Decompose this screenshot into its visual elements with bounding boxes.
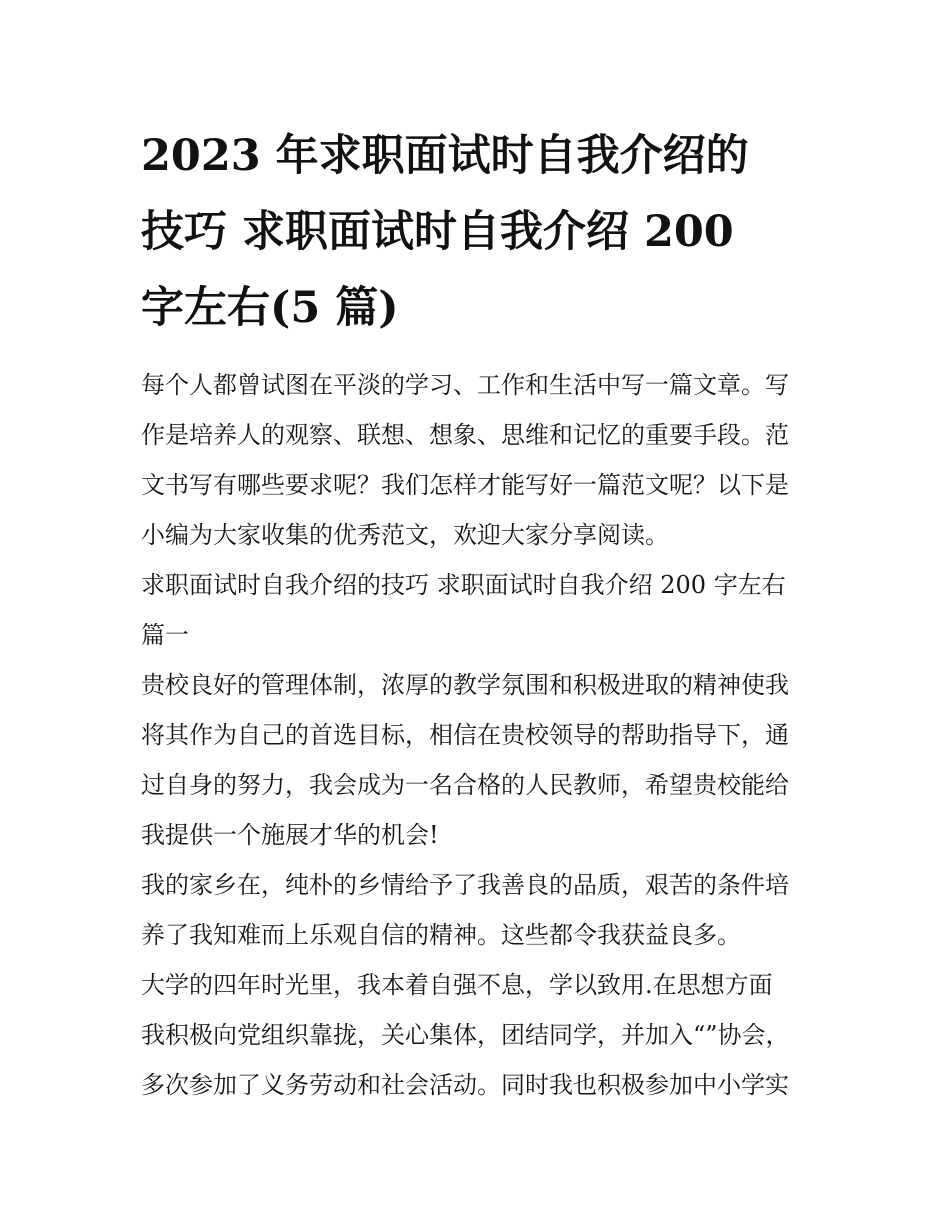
body-line: 小编为大家收集的优秀范文，欢迎大家分享阅读。 (141, 521, 669, 549)
body-line: 大学的四年时光里，我本着自强不息，学以致用.在思想方面 (141, 971, 773, 999)
body-line: 多次参加了义务劳动和社会活动。同时我也积极参加中小学实 (141, 1071, 789, 1099)
document-body (141, 360, 813, 1110)
body-line: 文书写有哪些要求呢？我们怎样才能写好一篇范文呢？以下是 (141, 471, 789, 499)
body-line: 贵校良好的管理体制，浓厚的教学氛围和积极进取的精神使我 (141, 671, 789, 699)
body-line: 将其作为自己的首选目标，相信在贵校领导的帮助指导下，通 (141, 721, 789, 749)
body-line: 我积极向党组织靠拢，关心集体，团结同学，并加入“”协会， (141, 1021, 790, 1049)
document-title (141, 118, 813, 346)
section-heading-line: 求职面试时自我介绍的技巧 求职面试时自我介绍 200 字左右 (141, 571, 786, 599)
body-line: 作是培养人的观察、联想、想象、思维和记忆的重要手段。范 (141, 421, 789, 449)
body-line: 过自身的努力，我会成为一名合格的人民教师，希望贵校能给 (141, 771, 789, 799)
body-line: 我的家乡在，纯朴的乡情给予了我善良的品质，艰苦的条件培 (141, 871, 789, 899)
body-line: 我提供一个施展才华的机会! (141, 821, 439, 849)
title-line: 2023 年求职面试时自我介绍的 (141, 131, 749, 181)
title-line: 技巧 求职面试时自我介绍 200 (141, 207, 734, 257)
body-line: 每个人都曾试图在平淡的学习、工作和生活中写一篇文章。写 (141, 371, 789, 399)
section-heading-line: 篇一 (141, 621, 189, 649)
title-line: 字左右(5 篇) (141, 283, 399, 333)
document-content (141, 118, 813, 1110)
body-line: 养了我知难而上乐观自信的精神。这些都令我获益良多。 (141, 921, 741, 949)
